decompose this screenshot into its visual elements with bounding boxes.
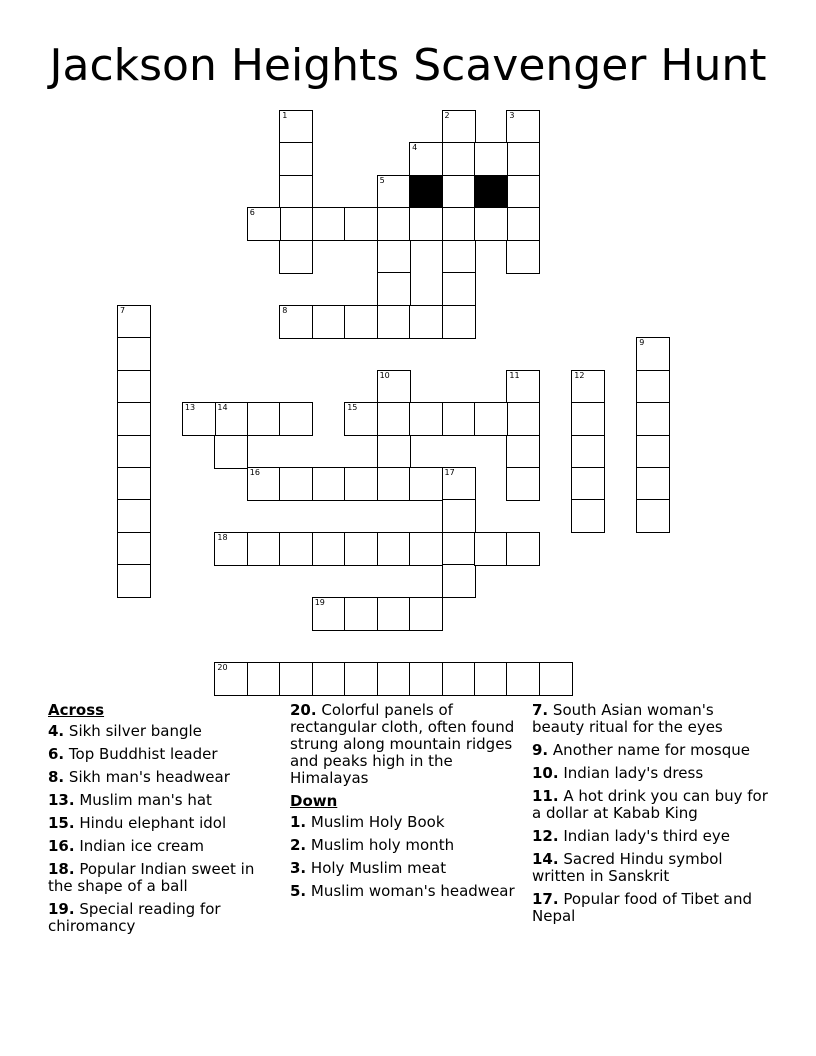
cell-number: 9	[639, 338, 645, 348]
clue-down-2	[290, 837, 526, 854]
grid-cell[interactable]	[117, 499, 151, 533]
grid-cell[interactable]	[442, 532, 476, 566]
cell-number: 10	[379, 370, 390, 380]
clue-number: 2.	[290, 836, 307, 854]
grid-cell[interactable]	[344, 597, 378, 631]
clue-number: 15.	[48, 814, 75, 832]
grid-cell[interactable]	[571, 370, 605, 404]
grid-cell[interactable]	[571, 467, 605, 501]
clue-across-6	[48, 746, 280, 763]
grid-cell[interactable]	[279, 110, 313, 144]
clue-number: 10.	[532, 764, 559, 782]
grid-cell[interactable]	[344, 532, 378, 566]
grid-cell[interactable]	[312, 305, 346, 339]
grid-cell[interactable]	[409, 305, 443, 339]
grid-cell[interactable]	[377, 597, 411, 631]
grid-cell[interactable]	[474, 207, 508, 241]
clue-down-7	[532, 702, 768, 736]
clue-text: Muslim man's hat	[79, 791, 212, 809]
clue-number: 3.	[290, 859, 307, 877]
clue-text: Muslim woman's headwear	[310, 882, 515, 900]
grid-cell[interactable]	[442, 402, 476, 436]
clue-number: 20.	[290, 701, 317, 719]
clue-down-3	[290, 860, 526, 877]
grid-cell[interactable]	[571, 402, 605, 436]
grid-cell[interactable]	[409, 597, 443, 631]
grid-cell[interactable]	[377, 370, 411, 404]
clues-column-1	[48, 702, 280, 941]
grid-cell[interactable]	[214, 435, 248, 469]
grid-cell[interactable]	[506, 142, 540, 176]
clue-text: Indian ice cream	[79, 837, 204, 855]
clue-number: 1.	[290, 813, 307, 831]
clue-text: Muslim holy month	[310, 836, 455, 854]
grid-cell[interactable]	[312, 467, 346, 501]
grid-cell[interactable]	[279, 207, 313, 241]
grid-cell[interactable]	[474, 662, 508, 696]
grid-cell[interactable]	[279, 175, 313, 209]
grid-cell[interactable]	[247, 662, 281, 696]
grid-cell[interactable]	[117, 564, 151, 598]
black-square	[474, 175, 508, 209]
grid-cell[interactable]	[247, 207, 281, 241]
grid-cell[interactable]	[442, 564, 476, 598]
grid-cell[interactable]	[474, 532, 508, 566]
clue-text: A hot drink you can buy for a dollar at Kabab King	[532, 787, 768, 822]
cell-number: 12	[574, 370, 585, 380]
grid-cell[interactable]	[409, 467, 443, 501]
clue-number: 9.	[532, 741, 549, 759]
grid-cell[interactable]	[506, 110, 540, 144]
clue-text: Sikh silver bangle	[68, 722, 202, 740]
grid-cell[interactable]	[377, 305, 411, 339]
clue-text: Hindu elephant idol	[79, 814, 227, 832]
grid-cell[interactable]	[506, 402, 540, 436]
grid-cell[interactable]	[506, 207, 540, 241]
grid-cell[interactable]	[377, 402, 411, 436]
grid-cell[interactable]	[377, 175, 411, 209]
grid-cell[interactable]	[117, 305, 151, 339]
clue-text: Another name for mosque	[552, 741, 750, 759]
grid-cell[interactable]	[279, 402, 313, 436]
clue-number: 4.	[48, 722, 65, 740]
clue-across-13	[48, 792, 280, 809]
grid-cell[interactable]	[442, 662, 476, 696]
grid-cell[interactable]	[506, 240, 540, 274]
grid-cell[interactable]	[214, 662, 248, 696]
clue-across-16	[48, 838, 280, 855]
clue-number: 6.	[48, 745, 65, 763]
grid-cell[interactable]	[344, 402, 378, 436]
clue-across-8	[48, 769, 280, 786]
down-heading: Down	[290, 792, 338, 810]
grid-cell[interactable]	[214, 402, 248, 436]
grid-cell[interactable]	[247, 467, 281, 501]
grid-cell[interactable]	[312, 532, 346, 566]
clue-across-4	[48, 723, 280, 740]
clue-number: 14.	[532, 850, 559, 868]
grid-cell[interactable]	[506, 370, 540, 404]
clue-text: Top Buddhist leader	[68, 745, 218, 763]
grid-cell[interactable]	[247, 402, 281, 436]
grid-cell[interactable]	[312, 207, 346, 241]
cell-number: 7	[120, 305, 126, 315]
grid-cell[interactable]	[279, 467, 313, 501]
grid-cell[interactable]	[474, 142, 508, 176]
clue-down-11	[532, 788, 768, 822]
clues-column-2	[290, 702, 526, 906]
grid-cell[interactable]	[442, 142, 476, 176]
grid-cell[interactable]	[279, 662, 313, 696]
clue-number: 7.	[532, 701, 549, 719]
clue-text: Indian lady's dress	[563, 764, 704, 782]
clue-down-12	[532, 828, 768, 845]
clue-text: South Asian woman's beauty ritual for the eyes	[532, 701, 723, 736]
clue-across-19	[48, 901, 280, 935]
clue-text: Sacred Hindu symbol written in Sanskrit	[532, 850, 723, 885]
grid-cell[interactable]	[117, 435, 151, 469]
grid-cell[interactable]	[377, 435, 411, 469]
grid-cell[interactable]	[182, 402, 216, 436]
cell-number: 18	[217, 532, 228, 542]
black-square	[409, 175, 443, 209]
cell-number: 6	[249, 208, 255, 218]
grid-cell[interactable]	[506, 662, 540, 696]
clue-text: Muslim Holy Book	[310, 813, 445, 831]
grid-cell[interactable]	[442, 240, 476, 274]
clue-across-15	[48, 815, 280, 832]
grid-cell[interactable]	[279, 142, 313, 176]
cell-number: 5	[379, 175, 385, 185]
cell-number: 8	[282, 305, 288, 315]
clue-text: Special reading for chiromancy	[48, 900, 221, 935]
grid-cell[interactable]	[442, 499, 476, 533]
clue-text: Indian lady's third eye	[563, 827, 730, 845]
grid-cell[interactable]	[409, 532, 443, 566]
clue-down-9	[532, 742, 768, 759]
cell-number: 20	[217, 662, 228, 672]
grid-cell[interactable]	[344, 305, 378, 339]
grid-cell[interactable]	[539, 662, 573, 696]
grid-cell[interactable]	[409, 142, 443, 176]
clue-number: 13.	[48, 791, 75, 809]
grid-cell[interactable]	[409, 207, 443, 241]
grid-cell[interactable]	[506, 467, 540, 501]
grid-cell[interactable]	[279, 532, 313, 566]
cell-number: 3	[509, 111, 515, 120]
grid-cell[interactable]	[214, 532, 248, 566]
cell-number: 17	[444, 468, 455, 477]
clue-number: 17.	[532, 890, 559, 908]
grid-cell[interactable]	[571, 435, 605, 469]
grid-cell[interactable]	[377, 662, 411, 696]
grid-cell[interactable]	[377, 272, 411, 306]
clue-text: Holy Muslim meat	[310, 859, 447, 877]
grid-cell[interactable]	[442, 110, 476, 144]
grid-cell[interactable]	[377, 467, 411, 501]
across-heading: Across	[48, 701, 105, 719]
grid-cell[interactable]	[474, 402, 508, 436]
grid-cell[interactable]	[571, 499, 605, 533]
grid-cell[interactable]	[636, 370, 670, 404]
grid-cell[interactable]	[442, 207, 476, 241]
grid-cell[interactable]	[117, 370, 151, 404]
grid-cell[interactable]	[442, 175, 476, 209]
clue-number: 11.	[532, 787, 559, 805]
grid-cell[interactable]	[442, 467, 476, 501]
grid-cell[interactable]	[636, 499, 670, 533]
grid-cell[interactable]	[279, 305, 313, 339]
clue-number: 19.	[48, 900, 75, 918]
clue-text: Popular food of Tibet and Nepal	[532, 890, 753, 925]
grid-cell[interactable]	[506, 532, 540, 566]
cell-number: 15	[347, 403, 358, 413]
grid-cell[interactable]	[117, 337, 151, 371]
cell-number: 14	[217, 403, 228, 413]
clue-number: 16.	[48, 837, 75, 855]
cell-number: 13	[184, 403, 196, 413]
clue-down-1	[290, 814, 526, 831]
grid-cell[interactable]	[409, 402, 443, 436]
page-title: Jackson Heights Scavenger Hunt	[49, 40, 767, 91]
grid-cell[interactable]	[312, 662, 346, 696]
grid-cell[interactable]	[117, 467, 151, 501]
grid-cell[interactable]	[117, 402, 151, 436]
cell-number: 16	[249, 468, 260, 477]
grid-cell[interactable]	[636, 337, 670, 371]
clue-down-10	[532, 765, 768, 782]
grid-cell[interactable]	[636, 435, 670, 469]
grid-cell[interactable]	[377, 207, 411, 241]
clue-number: 5.	[290, 882, 307, 900]
clue-number: 8.	[48, 768, 65, 786]
grid-cell[interactable]	[409, 662, 443, 696]
clue-down-14	[532, 851, 768, 885]
grid-cell[interactable]	[279, 240, 313, 274]
grid-cell[interactable]	[636, 467, 670, 501]
grid-cell[interactable]	[377, 240, 411, 274]
clue-across-18	[48, 861, 280, 895]
grid-cell[interactable]	[636, 402, 670, 436]
cell-number: 11	[509, 370, 520, 380]
clue-down-5	[290, 883, 526, 900]
clue-number: 18.	[48, 860, 75, 878]
grid-cell[interactable]	[442, 272, 476, 306]
clue-text: Colorful panels of rectangular cloth, often found strung along mountain ridges and peaks high in the Himalayas	[290, 701, 515, 787]
grid-cell[interactable]	[344, 662, 378, 696]
clues-column-3	[532, 702, 768, 931]
grid-cell[interactable]	[247, 532, 281, 566]
grid-cell[interactable]	[506, 435, 540, 469]
grid-cell[interactable]	[442, 305, 476, 339]
clue-text: Popular Indian sweet in the shape of a ball	[48, 860, 255, 895]
grid-cell[interactable]	[312, 597, 346, 631]
grid-cell[interactable]	[117, 532, 151, 566]
clue-number: 12.	[532, 827, 559, 845]
cell-number: 2	[444, 111, 450, 120]
clue-text: Sikh man's headwear	[68, 768, 230, 786]
grid-cell[interactable]	[344, 467, 378, 501]
cell-number: 1	[282, 111, 288, 120]
grid-cell[interactable]	[377, 532, 411, 566]
grid-cell[interactable]	[506, 175, 540, 209]
grid-cell[interactable]	[344, 207, 378, 241]
cell-number: 19	[314, 597, 325, 607]
cell-number: 4	[412, 143, 418, 153]
clue-down-17	[532, 891, 768, 925]
clue-across-20	[290, 702, 526, 787]
